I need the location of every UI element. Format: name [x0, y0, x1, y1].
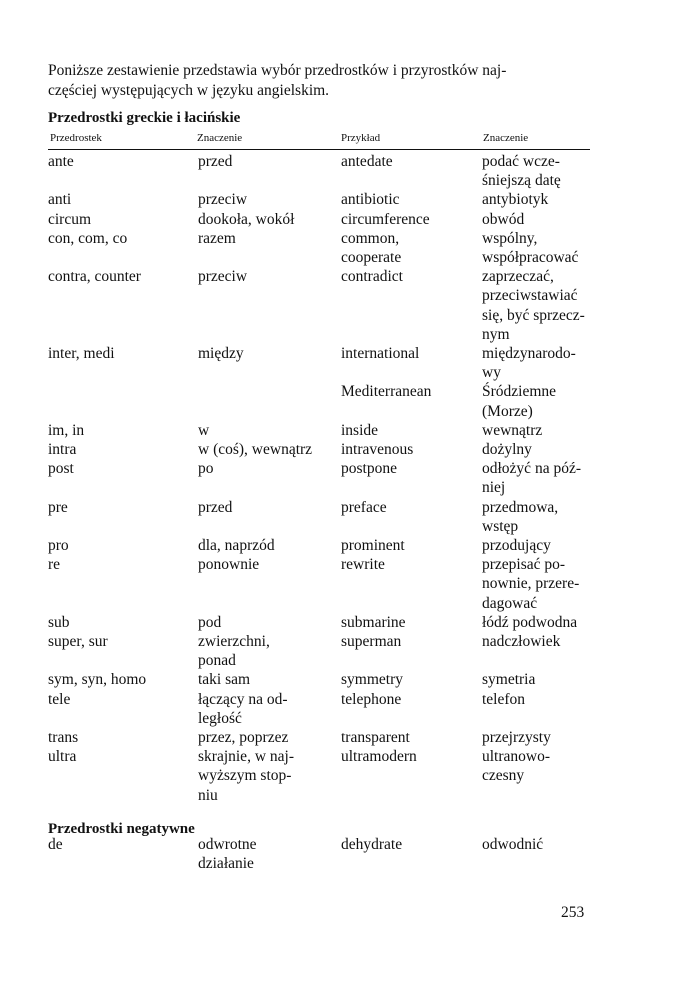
column-header-example: Przykład: [341, 132, 381, 144]
meaning-cell: odwrotne: [198, 836, 257, 853]
example-cell: superman: [341, 633, 402, 650]
translation-cell: nym: [482, 325, 510, 343]
prefix-cell: inter, medi: [48, 345, 115, 362]
prefix-cell: contra, counter: [48, 268, 141, 286]
meaning-cell: przez, poprzez: [198, 729, 289, 746]
translation-cell: Śródziemne: [482, 383, 557, 401]
example-cell: common,: [341, 229, 400, 247]
page-number: 253: [561, 904, 585, 921]
translation-cell: współpracować: [482, 249, 579, 266]
meaning-cell: taki sam: [198, 671, 251, 689]
translation-cell: obwód: [482, 210, 525, 228]
translation-cell: symetria: [482, 671, 536, 689]
translation-cell: nadczłowiek: [482, 633, 561, 650]
column-header-meaning: Znaczenie: [197, 132, 243, 144]
meaning-cell: pod: [198, 613, 222, 631]
translation-cell: przeciwstawiać: [482, 287, 578, 305]
translation-cell: wspólny,: [482, 229, 538, 247]
meaning-cell: w (coś), wewnątrz: [198, 441, 313, 458]
translation-cell: odwodnić: [482, 836, 544, 853]
translation-cell: dożylny: [482, 441, 532, 458]
meaning-cell: przeciw: [198, 268, 248, 286]
example-cell: antibiotic: [341, 191, 400, 209]
translation-cell: wy: [482, 364, 501, 382]
meaning-cell: wyższym stop-: [198, 767, 292, 785]
example-cell: international: [341, 345, 420, 362]
translation-cell: antybiotyk: [482, 191, 549, 209]
column-header-translation: Znaczenie: [483, 132, 529, 144]
example-cell: rewrite: [341, 556, 385, 574]
prefix-cell: tele: [48, 690, 71, 708]
example-cell: postpone: [341, 460, 397, 478]
section-title-greek-latin: Przedrostki greckie i łacińskie: [48, 110, 241, 126]
prefix-cell: sym, syn, homo: [48, 671, 147, 689]
prefix-cell: trans: [48, 729, 79, 746]
prefix-cell: ante: [48, 153, 74, 170]
translation-cell: czesny: [482, 767, 525, 785]
prefix-cell: pre: [48, 498, 68, 516]
prefix-cell: sub: [48, 613, 70, 631]
example-cell: symmetry: [341, 671, 403, 689]
translation-cell: przejrzysty: [482, 729, 551, 746]
prefix-cell: im, in: [48, 421, 85, 439]
meaning-cell: dla, naprzód: [198, 537, 275, 554]
meaning-cell: skrajnie, w naj-: [198, 748, 294, 766]
translation-cell: nownie, przere-: [482, 575, 580, 593]
prefix-cell: re: [48, 556, 61, 574]
example-cell: telephone: [341, 690, 402, 708]
meaning-cell: ponad: [198, 652, 236, 670]
example-cell: intravenous: [341, 441, 414, 458]
translation-cell: dagować: [482, 594, 538, 612]
meaning-cell: w: [198, 421, 210, 439]
example-cell: dehydrate: [341, 836, 403, 853]
prefix-cell: intra: [48, 441, 77, 458]
example-cell: circumference: [341, 210, 430, 228]
translation-cell: odłożyć na póź-: [482, 460, 581, 478]
translation-cell: ultranowo-: [482, 748, 551, 766]
prefix-cell: de: [48, 836, 63, 853]
translation-cell: przepisać po-: [482, 556, 566, 574]
translation-cell: łódź podwodna: [482, 613, 578, 631]
meaning-cell: niu: [198, 786, 218, 804]
meaning-cell: dookoła, wokół: [198, 210, 295, 228]
meaning-cell: przed: [198, 153, 233, 170]
translation-cell: niej: [482, 479, 506, 497]
intro-paragraph: [48, 61, 593, 101]
example-cell: preface: [341, 498, 387, 516]
example-cell: Mediterranean: [341, 383, 432, 401]
prefix-cell: pro: [48, 537, 69, 554]
translation-cell: podać wcze-: [482, 153, 560, 170]
example-cell: transparent: [341, 729, 410, 746]
translation-cell: zaprzeczać,: [482, 268, 554, 286]
translation-cell: (Morze): [482, 402, 533, 420]
header-rule: [48, 149, 590, 150]
prefix-cell: circum: [48, 210, 92, 228]
example-cell: cooperate: [341, 249, 402, 266]
example-cell: contradict: [341, 268, 403, 286]
translation-cell: międzynarodo-: [482, 345, 576, 362]
prefix-cell: con, com, co: [48, 229, 128, 247]
meaning-cell: przed: [198, 498, 233, 516]
example-cell: prominent: [341, 537, 405, 554]
meaning-cell: razem: [198, 229, 236, 247]
example-cell: ultramodern: [341, 748, 417, 766]
column-header-prefix: Przedrostek: [50, 132, 102, 144]
translation-cell: wstęp: [482, 517, 519, 535]
section-title-negative: Przedrostki negatywne: [48, 821, 195, 837]
meaning-cell: między: [198, 345, 244, 362]
prefix-cell: super, sur: [48, 633, 108, 650]
meaning-cell: łączący na od-: [198, 690, 288, 708]
translation-cell: się, być sprzecz-: [482, 306, 585, 324]
meaning-cell: po: [198, 460, 214, 478]
example-cell: inside: [341, 421, 379, 439]
meaning-cell: działanie: [198, 855, 254, 873]
intro-line: Poniższe zestawienie przedstawia wybór przedrostków i przyrostków naj-: [48, 62, 507, 79]
meaning-cell: zwierzchni,: [198, 633, 270, 650]
prefix-cell: post: [48, 460, 74, 478]
meaning-cell: przeciw: [198, 191, 248, 209]
translation-cell: śniejszą datę: [482, 172, 561, 190]
translation-cell: wewnątrz: [482, 421, 543, 439]
translation-cell: telefon: [482, 690, 526, 708]
intro-line: częściej występujących w języku angielskim.: [48, 82, 330, 99]
example-cell: antedate: [341, 153, 393, 170]
meaning-cell: ległość: [198, 709, 242, 727]
prefix-cell: ultra: [48, 748, 77, 766]
prefix-cell: anti: [48, 191, 72, 209]
translation-cell: przodujący: [482, 537, 551, 554]
translation-cell: przedmowa,: [482, 498, 559, 516]
example-cell: submarine: [341, 613, 406, 631]
meaning-cell: ponownie: [198, 556, 260, 574]
